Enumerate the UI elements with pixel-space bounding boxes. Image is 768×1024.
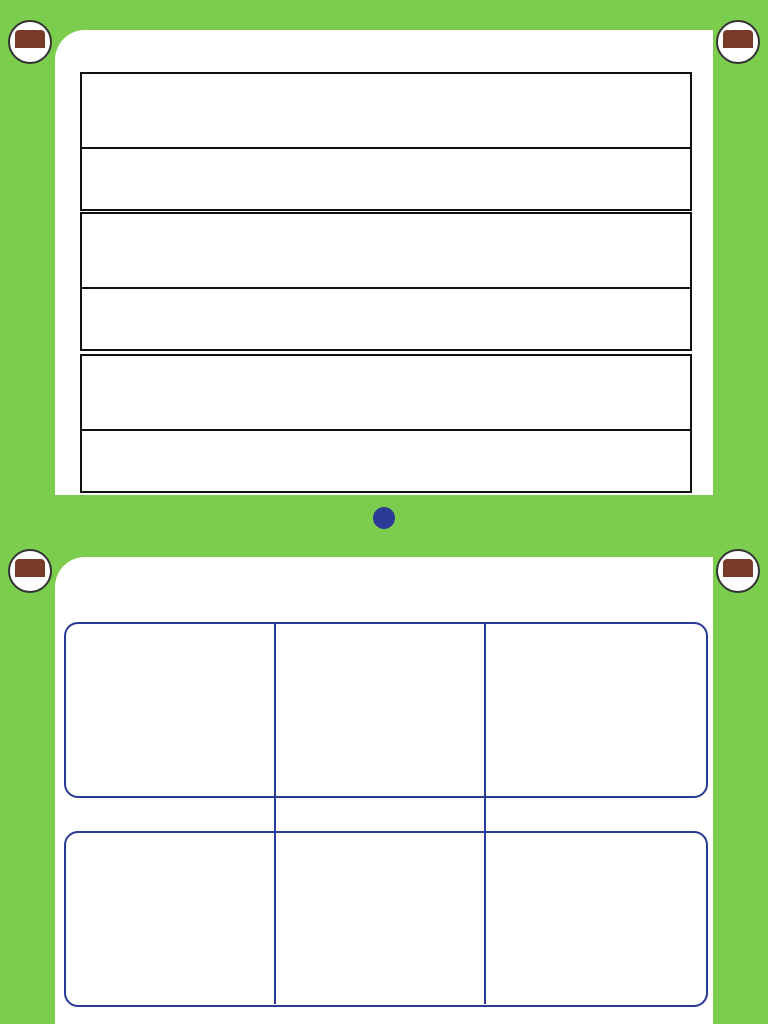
- imas-logo-icon: [8, 549, 52, 593]
- imas-logo-icon: [8, 20, 52, 64]
- imas-logo-icon: [716, 20, 760, 64]
- imas-logo-icon: [716, 549, 760, 593]
